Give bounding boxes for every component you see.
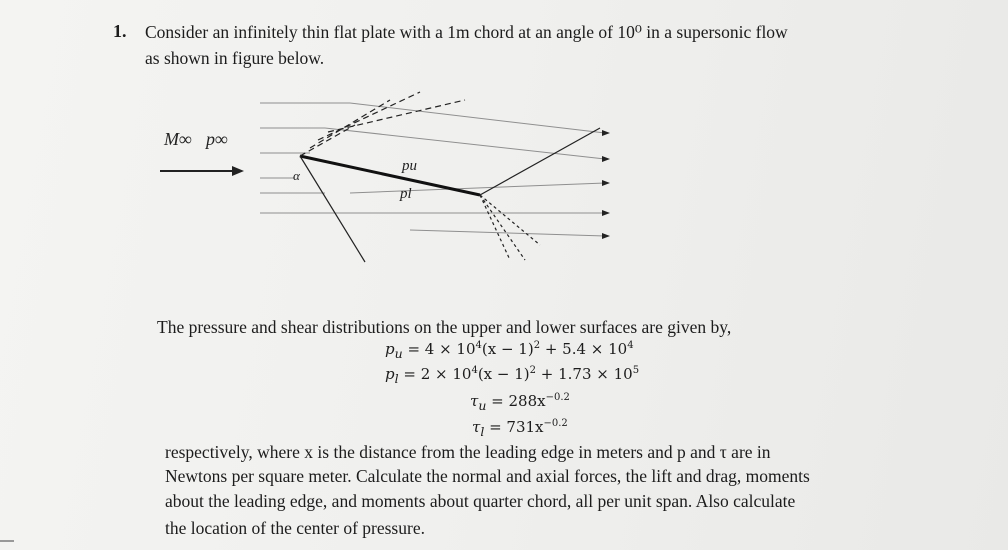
intro-text: The pressure and shear distributions on the upper and lower surfaces are given by,	[157, 317, 732, 337]
freestream-arrow	[160, 166, 244, 176]
lower-pressure-label: pl	[400, 186, 412, 202]
eq-tau-l: $\tau_l = 731x^{-0.2}$	[472, 418, 568, 439]
question-number: 1.	[113, 21, 127, 41]
streamlines	[260, 103, 605, 236]
closing-line-2: Newtons per square meter. Calculate the normal and axial forces, the lift and drag, moments	[165, 466, 810, 486]
eq-pu: $p_u = 4 \times 10^4(x - 1)^2 + 5.4 \times 10^4$	[385, 340, 634, 361]
flat-plate-diagram	[150, 70, 650, 285]
upper-pressure-label: pu	[402, 158, 417, 174]
pinf-label: p∞	[206, 129, 228, 149]
closing-line-1: respectively, where x is the distance from the leading edge in meters and p and τ are in	[165, 442, 771, 462]
margin-mark	[0, 540, 14, 542]
question-text-line-2: as shown in figure below.	[145, 48, 325, 68]
eq-pl: $p_l = 2 \times 10^4(x - 1)^2 + 1.73 \times 10^5$	[385, 365, 640, 386]
closing-line-3: about the leading edge, and moments about quarter chord, all per unit span. Also calculate	[165, 491, 796, 511]
angle-label: α	[293, 168, 300, 183]
eq-tau-u: $\tau_u = 288x^{-0.2}$	[470, 392, 570, 413]
closing-line-4: the location of the center of pressure.	[165, 518, 425, 538]
flat-plate	[300, 156, 480, 195]
question-text-line-1: Consider an infinitely thin flat plate with a 1m chord at an angle of 10⁰ in a supersonic flow	[145, 22, 788, 42]
mach-label: M∞	[164, 129, 192, 149]
